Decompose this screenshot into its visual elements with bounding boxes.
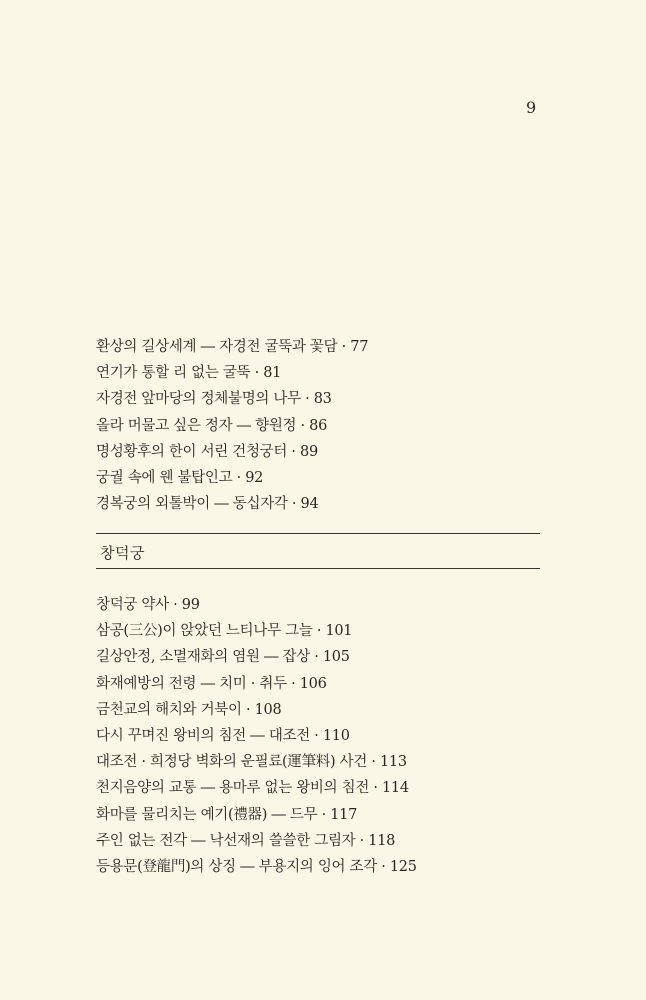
toc-entry: 궁궐 속에 웬 불탑인고 · 92 (96, 469, 264, 486)
toc-entry: 다시 꾸며진 왕비의 침전 ― 대조전 · 110 (96, 727, 350, 744)
toc-entry: 경복궁의 외톨박이 ― 동십자각 · 94 (96, 496, 319, 513)
toc-entry: 명성황후의 한이 서린 건청궁터 · 89 (96, 443, 318, 460)
toc-list-changdeokgung (96, 592, 417, 880)
section-divider-bottom (96, 568, 540, 569)
toc-entry: 금천교의 해치와 거북이 · 108 (96, 701, 282, 718)
toc-list-gyeongbokgung (96, 334, 368, 517)
toc-entry: 화재예방의 전령 ― 치미 · 취두 · 106 (96, 675, 327, 692)
section-divider-top (96, 533, 540, 534)
page-number: 9 (526, 98, 537, 117)
toc-entry: 환상의 길상세계 ― 자경전 굴뚝과 꽃담 · 77 (96, 339, 369, 355)
toc-entry: 등용문(登龍門)의 상징 ― 부용지의 잉어 조각 · 125 (96, 858, 417, 875)
toc-entry: 길상안정, 소멸재화의 염원 ― 잡상 · 105 (96, 649, 350, 666)
toc-entry: 연기가 통할 리 없는 굴뚝 · 81 (96, 365, 282, 382)
toc-entry: 자경전 앞마당의 정체불명의 나무 · 83 (96, 391, 332, 408)
toc-entry: 대조전 · 희정당 벽화의 운필료(運筆料) 사건 · 113 (96, 754, 407, 771)
toc-entry: 올라 머물고 싶은 정자 ― 향원정 · 86 (96, 417, 328, 434)
toc-entry: 창덕궁 약사 · 99 (96, 597, 200, 613)
toc-entry: 주인 없는 전각 ― 낙선재의 쓸쓸한 그림자 · 118 (96, 832, 396, 849)
section-title: 창덕궁 (100, 544, 145, 562)
toc-entry: 천지음양의 교통 ― 용마루 없는 왕비의 침전 · 114 (96, 780, 409, 797)
toc-entry: 삼공(三公)이 앉았던 느티나무 그늘 · 101 (96, 623, 353, 640)
toc-entry: 화마를 물리치는 예기(禮器) ― 드무 · 117 (96, 806, 358, 823)
